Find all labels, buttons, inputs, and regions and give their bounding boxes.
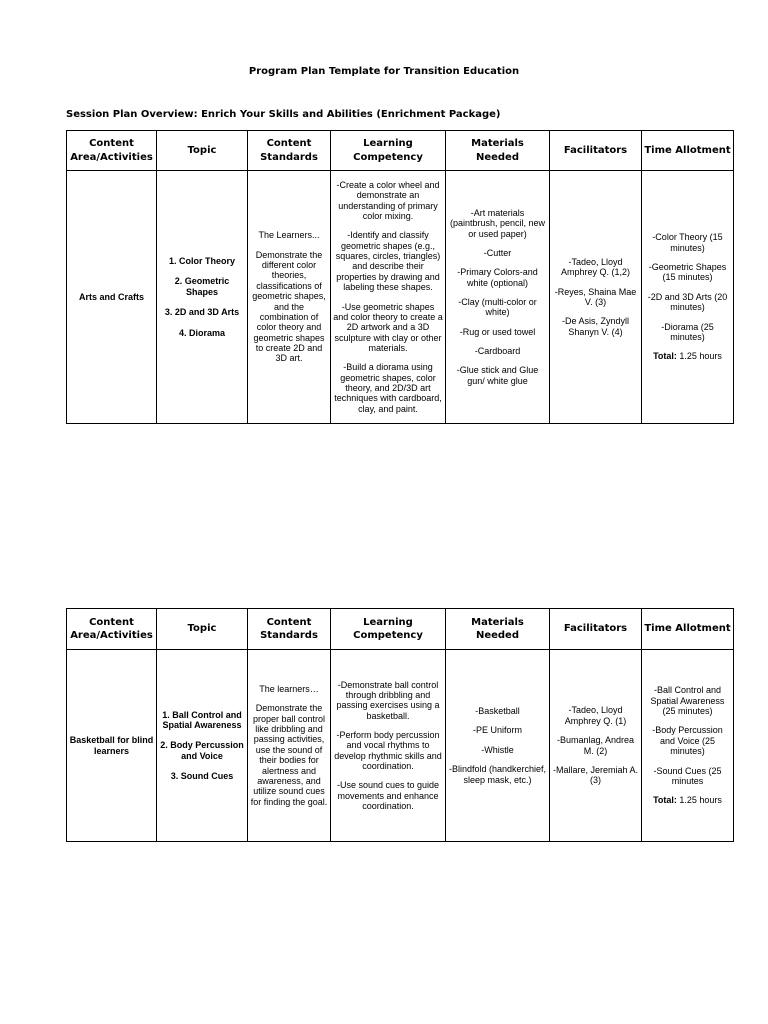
topic-item: 1. Ball Control and Spatial Awareness [162,709,242,730]
material-item: -Cardboard [474,346,521,357]
standards-text: Demonstrate the proper ball control like dribbling and passing activities, use the sound of their bodies for alertness and awareness, and utilize sound cues for finding the goal. [250,703,328,807]
table-header-row [67,609,734,650]
material-item: -Basketball [475,706,520,717]
competency-item: -Demonstrate ball control through dribbling and passing exercises using a basketball. [336,679,440,721]
topic-cell [157,171,248,424]
session-plan-table-arts [66,130,734,424]
facilitator-item: -Bumanlag, Andrea M. (2) [556,735,635,756]
total-value: 1.25 hours [676,351,722,362]
time-total [644,351,731,361]
material-item: -Primary Colors-and white (optional) [457,267,538,288]
topic-item: 2. Body Percussion and Voice [160,740,244,761]
time-allotment-cell [642,171,734,424]
header-facilitators: Facilitators [550,131,642,171]
time-item: -Diorama (25 minutes) [661,321,714,342]
facilitators-cell [550,650,642,842]
competency-item: -Perform body percussion and vocal rhythms to develop rhythmic skills and coordination. [334,729,442,772]
facilitator-item: -Reyes, Shaina Mae V. (3) [554,286,637,307]
competency-item: -Build a diorama using geometric shapes, color theory, and 2D/3D art techniques with cardboard, clay, and paint. [334,362,442,414]
competency-item: -Create a color wheel and demonstrate an understanding of primary color mixing. [336,180,440,222]
materials-cell [446,650,550,842]
facilitator-item: -Tadeo, Lloyd Amphrey Q. (1,2) [560,256,631,278]
material-item: -Rug or used towel [459,326,536,337]
header-topic: Topic [157,131,248,171]
learning-competency-cell [331,171,446,424]
material-item: -Art materials (paintbrush, pencil, new or used paper) [449,207,546,239]
facilitator-item: -De Asis, Zyndyll Shanyn V. (4) [561,316,630,337]
header-content-standards: Content Standards [248,609,331,650]
header-content-standards: Content Standards [248,131,331,171]
session-plan-table-basketball [66,608,734,842]
table-header-row [67,131,734,171]
topic-item: 4. Diorama [178,327,226,338]
facilitator-item: -Mallare, Jeremiah A. (3) [552,764,639,786]
content-standards-cell [248,171,331,424]
material-item: -PE Uniform [472,725,522,736]
time-item: -Color Theory (15 minutes) [652,232,723,253]
time-allotment-cell [642,650,734,842]
time-item: -Sound Cues (25 minutes [653,765,722,786]
header-learning-competency: Learning Competency [331,609,446,650]
content-area-cell: Basketball for blind learners [67,650,157,842]
material-item: -Blindfold (handkerchief, sleep mask, etc.) [448,764,547,785]
competency-item: -Identify and classify geometric shapes (e.g., squares, circles, triangles) and describe their properties by drawing and labeling these shapes. [335,230,441,293]
total-value: 1.25 hours [676,795,722,806]
standards-text: Demonstrate the different color theories, classifications of geometric shapes, and the combination of color theory and geometric shapes to create 2D and 3D art. [252,249,326,364]
content-area-cell: Arts and Crafts [67,171,157,424]
time-item: -Geometric Shapes (15 minutes) [648,262,727,283]
table-row [67,171,734,424]
material-item: -Glue stick and Glue gun/ white glue [456,365,539,386]
header-time-allotment: Time Allotment [642,609,734,650]
standards-intro: The learners… [259,684,319,695]
header-topic: Topic [157,609,248,650]
header-learning-competency: Learning Competency [331,131,446,171]
topic-cell [157,650,248,842]
material-item: -Whistle [481,744,514,755]
header-materials-needed: Materials Needed [446,131,550,171]
material-item: -Cutter [483,247,512,258]
total-label: Total: [653,351,677,362]
standards-intro: The Learners... [258,230,320,241]
time-total [644,795,731,805]
session-overview-heading: Session Plan Overview: Enrich Your Skills and Abilities (Enrichment Package) [66,109,501,120]
table-row [67,650,734,842]
total-label: Total: [653,795,677,806]
header-facilitators: Facilitators [550,609,642,650]
facilitator-item: -Tadeo, Lloyd Amphrey Q. (1) [564,705,627,726]
materials-cell [446,171,550,424]
competency-item: -Use geometric shapes and color theory to create a 2D artwork and a 3D sculpture with clay or other materials. [333,301,443,353]
topic-item: 2. Geometric Shapes [174,276,230,297]
learning-competency-cell [331,650,446,842]
facilitators-cell [550,171,642,424]
topic-item: 3. 2D and 3D Arts [164,307,240,318]
material-item: -Clay (multi-color or white) [458,297,537,318]
topic-item: 1. Color Theory [168,256,235,267]
competency-item: -Use sound cues to guide movements and enhance coordination. [336,780,440,812]
topic-item: 3. Sound Cues [170,771,234,782]
header-time-allotment: Time Allotment [642,131,734,171]
time-item: -Ball Control and Spatial Awareness (25 minutes) [650,685,725,717]
time-item: -2D and 3D Arts (20 minutes) [647,291,728,313]
document-title: Program Plan Template for Transition Education [248,66,520,77]
header-materials-needed: Materials Needed [446,609,550,650]
content-standards-cell [248,650,331,842]
header-content-area: Content Area/Activities [67,131,157,171]
time-item: -Body Percussion and Voice (25 minutes) [652,725,723,757]
header-content-area: Content Area/Activities [67,609,157,650]
